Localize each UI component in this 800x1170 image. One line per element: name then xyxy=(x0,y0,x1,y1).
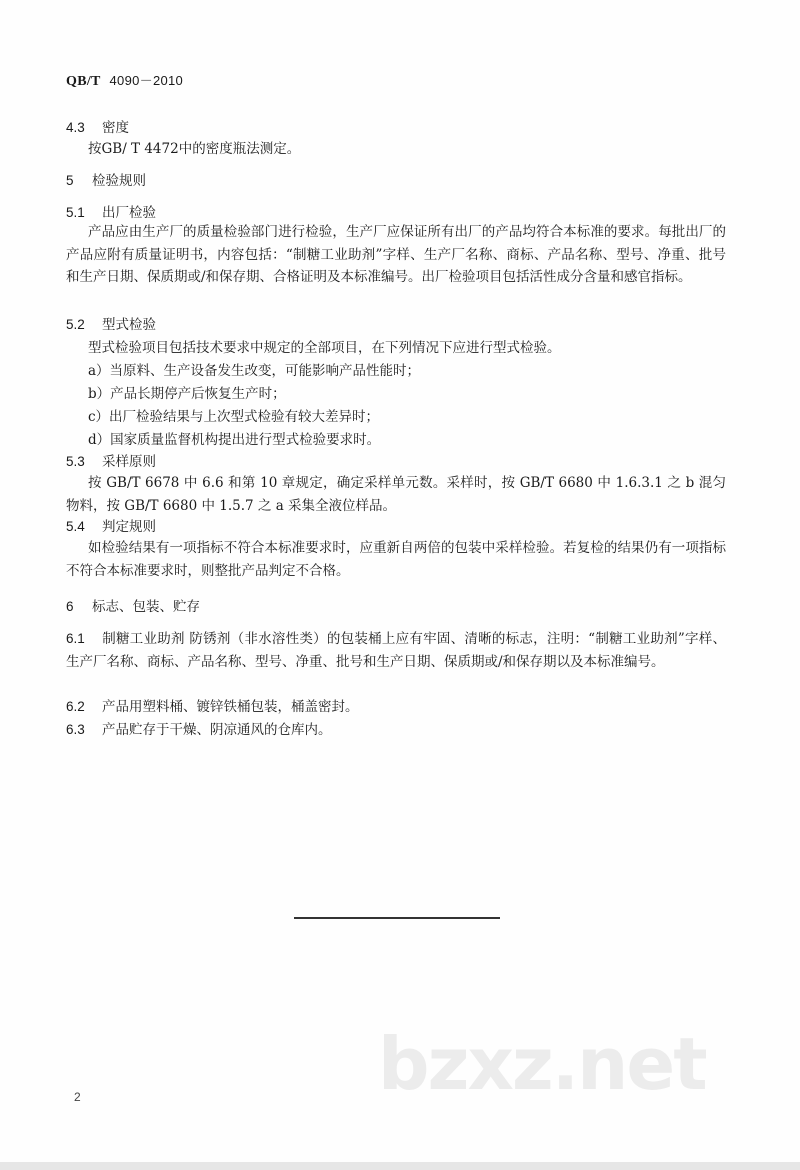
section-heading-5-2 xyxy=(66,315,156,335)
page-number: 2 xyxy=(74,1090,81,1104)
section-heading-5-1 xyxy=(66,203,156,223)
section-heading-5-4 xyxy=(66,517,156,537)
section-heading-5-3 xyxy=(66,452,156,472)
list-item-b: b）产品长期停产后恢复生产时； xyxy=(88,386,286,402)
section-body-5-3: 按 GB/T 6678 中 6.6 和第 10 章规定，确定采样单元数。采样时，按 GB/T 6680 中 1.6.3.1 之 b 混匀物料，按 GB/T 6680 中 1.5.7 之 a 采集全液位样品。 xyxy=(66,475,726,514)
section-body-5-1: 产品应由生产厂的质量检验部门进行检验，生产厂应保证所有出厂的产品均符合本标准的要求。每批出厂的产品应附有质量证明书，内容包括：“制糖工业助剂”字样、生产厂名称、商标、产品名称、型号、净重、批号和生产日期、保质期或/和保存期、合格证明及本标准编号。出厂检验项目包括活性成分含量和感官指标。 xyxy=(66,224,726,285)
watermark: bzxz.net xyxy=(378,1022,706,1106)
standard-number: 4090－2010 xyxy=(109,73,184,88)
section-title: 标志、包装、贮存 xyxy=(92,599,200,615)
section-heading-4-3 xyxy=(66,118,129,138)
section-body: 产品贮存于干燥、阴凉通风的仓库内。 xyxy=(102,722,332,738)
section-number: 5.4 xyxy=(66,519,85,534)
section-number: 6.1 xyxy=(66,631,85,646)
section-title: 密度 xyxy=(102,120,129,136)
section-body: 产品用塑料桶、镀锌铁桶包装，桶盖密封。 xyxy=(102,699,359,715)
list-item-a: a）当原料、生产设备发生改变，可能影响产品性能时； xyxy=(88,363,421,379)
section-6-1 xyxy=(66,628,726,673)
section-number: 6 xyxy=(66,599,74,614)
end-rule xyxy=(294,917,500,919)
section-6-2 xyxy=(66,697,359,717)
section-number: 5.1 xyxy=(66,205,85,220)
section-number: 6.3 xyxy=(66,722,85,737)
page-bottom-edge xyxy=(0,1162,800,1170)
section-body: 制糖工业助剂 防锈剂（非水溶性类）的包装桶上应有牢固、清晰的标志，注明：“制糖工业助剂”字样、生产厂名称、商标、产品名称、型号、净重、批号和生产日期、保质期或/和保存期以及本标准编号。 xyxy=(66,631,726,670)
section-number: 5.2 xyxy=(66,317,85,332)
section-title: 采样原则 xyxy=(102,454,156,470)
section-number: 6.2 xyxy=(66,699,85,714)
section-number: 4.3 xyxy=(66,120,85,135)
section-number: 5.3 xyxy=(66,454,85,469)
section-6-3 xyxy=(66,720,332,740)
section-body-5-4: 如检验结果有一项指标不符合本标准要求时，应重新自两倍的包装中采样检验。若复检的结果仍有一项指标不符合本标准要求时，则整批产品判定不合格。 xyxy=(66,540,726,579)
section-title: 判定规则 xyxy=(102,519,156,535)
list-item-c: c）出厂检验结果与上次型式检验有较大差异时； xyxy=(88,409,380,425)
standard-prefix: QB/T xyxy=(66,74,101,89)
section-intro-5-2: 型式检验项目包括技术要求中规定的全部项目，在下列情况下应进行型式检验。 xyxy=(88,340,561,356)
chapter-heading-6 xyxy=(66,597,200,617)
section-number: 5 xyxy=(66,173,74,188)
section-title: 出厂检验 xyxy=(102,205,156,221)
list-item-d: d）国家质量监督机构提出进行型式检验要求时。 xyxy=(88,432,381,448)
section-title: 型式检验 xyxy=(102,317,156,333)
chapter-heading-5 xyxy=(66,171,146,191)
section-body-4-3: 按GB/ T 4472中的密度瓶法测定。 xyxy=(88,141,301,157)
standard-code xyxy=(66,70,183,90)
section-title: 检验规则 xyxy=(92,173,146,189)
